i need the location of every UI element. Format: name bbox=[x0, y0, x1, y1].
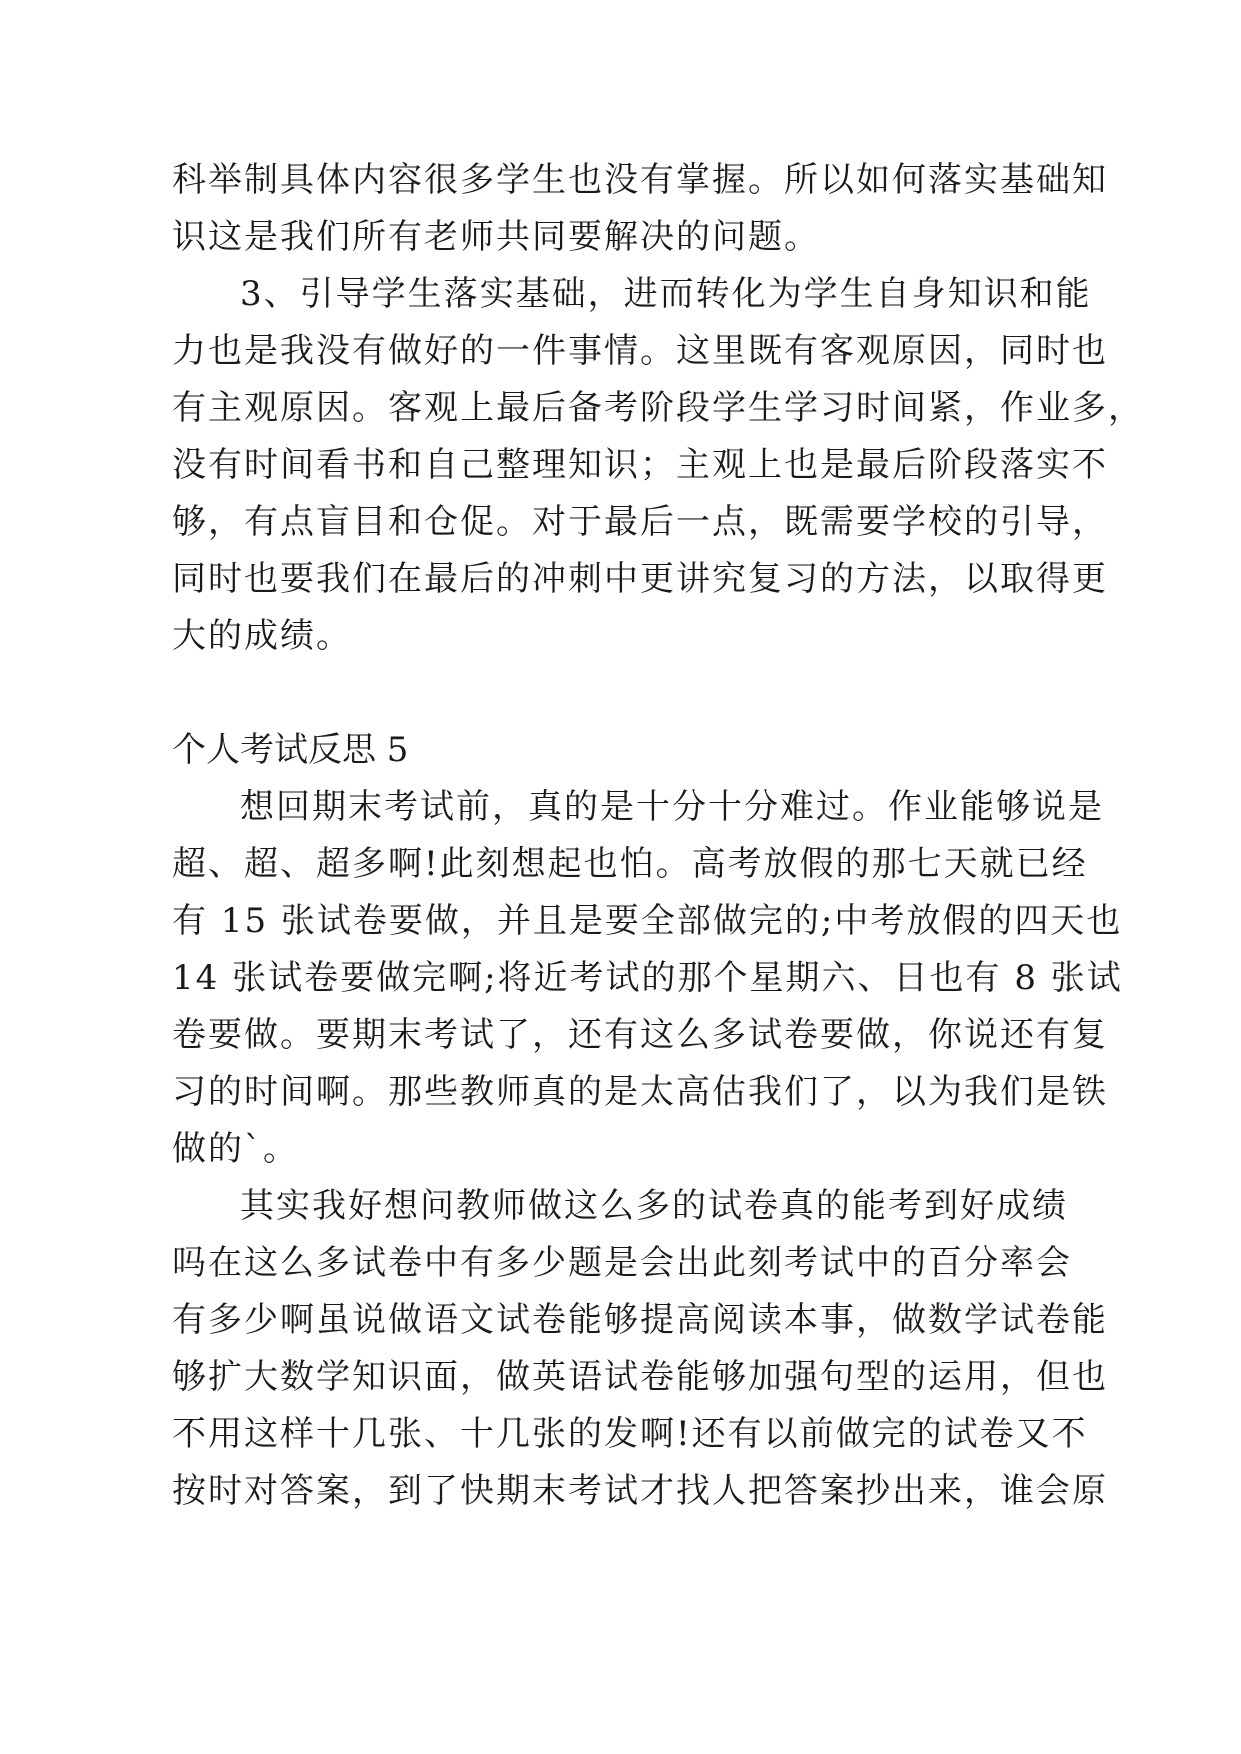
document-body bbox=[172, 152, 1144, 1520]
text-line: 有主观原因。客观上最后备考阶段学生学习时间紧，作业多， bbox=[172, 388, 1144, 428]
text-line: 够，有点盲目和仓促。对于最后一点，既需要学校的引导， bbox=[172, 502, 1108, 542]
text-line: 想回期末考试前，真的是十分十分难过。作业能够说是 bbox=[240, 787, 1104, 827]
paragraph-2 bbox=[172, 266, 1144, 665]
text-line: 按时对答案，到了快期末考试才找人把答案抄出来，谁会原 bbox=[172, 1471, 1108, 1511]
text-line: 有多少啊虽说做语文试卷能够提高阅读本事，做数学试卷能 bbox=[172, 1300, 1108, 1340]
text-line: 大的成绩。 bbox=[172, 616, 352, 656]
text-line: 科举制具体内容很多学生也没有掌握。所以如何落实基础知 bbox=[172, 160, 1108, 200]
section-spacer bbox=[172, 665, 1072, 722]
text-line: 卷要做。要期末考试了，还有这么多试卷要做，你说还有复 bbox=[172, 1015, 1108, 1055]
text-line: 够扩大数学知识面，做英语试卷能够加强句型的运用，但也 bbox=[172, 1357, 1108, 1397]
text-line: 力也是我没有做好的一件事情。这里既有客观原因，同时也 bbox=[172, 331, 1108, 371]
text-line: 有 15 张试卷要做，并且是要全部做完的;中考放假的四天也 bbox=[172, 901, 1123, 941]
text-line: 3、引导学生落实基础，进而转化为学生自身知识和能 bbox=[240, 274, 1092, 314]
text-line: 14 张试卷要做完啊;将近考试的那个星期六、日也有 8 张试 bbox=[172, 958, 1123, 998]
text-line: 做的`。 bbox=[172, 1129, 299, 1169]
text-line: 习的时间啊。那些教师真的是太高估我们了，以为我们是铁 bbox=[172, 1072, 1108, 1112]
paragraph-1 bbox=[172, 152, 1108, 266]
text-line: 吗在这么多试卷中有多少题是会出此刻考试中的百分率会 bbox=[172, 1243, 1072, 1283]
text-line: 不用这样十几张、十几张的发啊!还有以前做完的试卷又不 bbox=[172, 1414, 1088, 1454]
paragraph-3 bbox=[172, 779, 1123, 1178]
text-line: 没有时间看书和自己整理知识；主观上也是最后阶段落实不 bbox=[172, 445, 1108, 485]
paragraph-4 bbox=[172, 1178, 1108, 1520]
text-line: 同时也要我们在最后的冲刺中更讲究复习的方法，以取得更 bbox=[172, 559, 1108, 599]
text-line: 超、超、超多啊!此刻想起也怕。高考放假的那七天就已经 bbox=[172, 844, 1088, 884]
section-heading: 个人考试反思 5 bbox=[172, 730, 409, 770]
text-line: 识这是我们所有老师共同要解决的问题。 bbox=[172, 217, 820, 257]
text-line: 其实我好想问教师做这么多的试卷真的能考到好成绩 bbox=[240, 1186, 1068, 1226]
